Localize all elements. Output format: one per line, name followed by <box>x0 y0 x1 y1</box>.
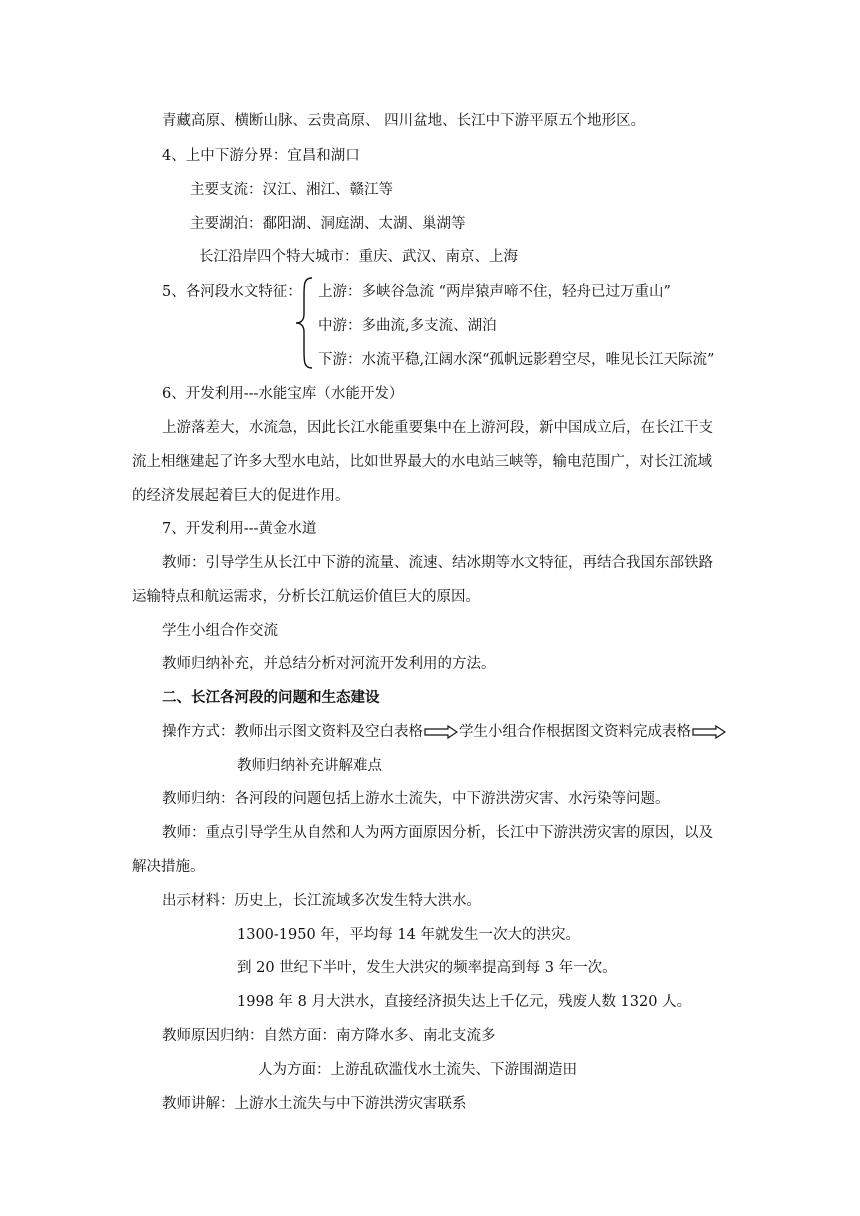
hydropower-para-line-2: 流上相继建起了许多大型水电站，比如世界最大的水电站三峡等，输电范围广，对长江流域 <box>132 454 712 470</box>
material-line-2: 到 20 世纪下半叶，发生大洪灾的频率提高到每 3 年一次。 <box>237 960 617 976</box>
teacher-summary-line: 教师归纳补充，并总结分析对河流开发利用的方法。 <box>162 656 496 672</box>
operation-step-2: 学生小组合作根据图文资料完成表格 <box>459 724 691 740</box>
teacher-explanation-line: 教师讲解：上游水土流失与中下游洪涝灾害联系 <box>162 1096 467 1112</box>
hydropower-heading: 6、开发利用---水能宝库（水能开发） <box>162 386 404 402</box>
problems-summary-line: 教师归纳：各河段的问题包括上游水土流失，中下游洪涝灾害、水污染等问题。 <box>162 791 670 807</box>
hydrology-label: 5、各河段水文特征： <box>162 284 302 300</box>
flood-cause-para-line-2: 解决措施。 <box>132 859 205 875</box>
hydropower-para-line-3: 的经济发展起着巨大的促进作用。 <box>132 488 350 504</box>
waterway-heading: 7、开发利用---黄金水道 <box>162 521 317 537</box>
section-two-heading: 二、长江各河段的问题和生态建设 <box>162 689 380 706</box>
group-discussion-line: 学生小组合作交流 <box>162 623 278 639</box>
flood-cause-para-line-1: 教师：重点引导学生从自然和人为两方面原因分析，长江中下游洪涝灾害的原因，以及 <box>162 825 713 841</box>
operation-step-1: 操作方式：教师出示图文资料及空白表格 <box>162 724 423 740</box>
waterway-para-line-2: 运输特点和航运需求，分析长江航运价值巨大的原因。 <box>132 589 480 605</box>
material-intro-line: 出示材料：历史上，长江流域多次发生特大洪水。 <box>162 893 481 909</box>
tributaries-line: 主要支流：汉江、湘江、赣江等 <box>190 182 393 198</box>
landform-regions-line: 青藏高原、横断山脉、云贵高原、 四川盆地、长江中下游平原五个地形区。 <box>162 113 646 129</box>
operation-step-3: 教师归纳补充讲解难点 <box>237 758 382 774</box>
hydropower-para-line-1: 上游落差大，水流急，因此长江水能重要集中在上游河段，新中国成立后，在长江干支 <box>162 420 713 436</box>
waterway-para-line-1: 教师：引导学生从长江中下游的流量、流速、结冰期等水文特征，再结合我国东部铁路 <box>162 555 713 571</box>
lower-reach-line: 下游：水流平稳,江阔水深“孤帆远影碧空尽，唯见长江天际流” <box>318 352 715 368</box>
material-line-3: 1998 年 8 月大洪水，直接经济损失达上千亿元，残废人数 1320 人。 <box>237 994 692 1010</box>
natural-causes-line: 教师原因归纳：自然方面：南方降水多、南北支流多 <box>162 1028 496 1044</box>
middle-reach-line: 中游：多曲流,多支流、湖泊 <box>318 318 497 334</box>
curly-brace-icon <box>294 276 314 370</box>
material-line-1: 1300-1950 年，平均每 14 年就发生一次大的洪灾。 <box>237 927 580 943</box>
upper-reach-line: 上游：多峡谷急流 “两岸猿声啼不住，轻舟已过万重山” <box>318 284 671 300</box>
lakes-line: 主要湖泊：鄱阳湖、洞庭湖、太湖、巢湖等 <box>190 216 466 232</box>
human-causes-line: 人为方面：上游乱砍滥伐水土流失、下游围湖造田 <box>258 1062 577 1078</box>
double-arrow-icon <box>692 725 726 739</box>
operation-line <box>162 722 727 742</box>
reach-boundary-line: 4、上中下游分界：宜昌和湖口 <box>162 148 360 164</box>
cities-line: 长江沿岸四个特大城市：重庆、武汉、南京、上海 <box>199 249 518 265</box>
double-arrow-icon <box>424 725 458 739</box>
